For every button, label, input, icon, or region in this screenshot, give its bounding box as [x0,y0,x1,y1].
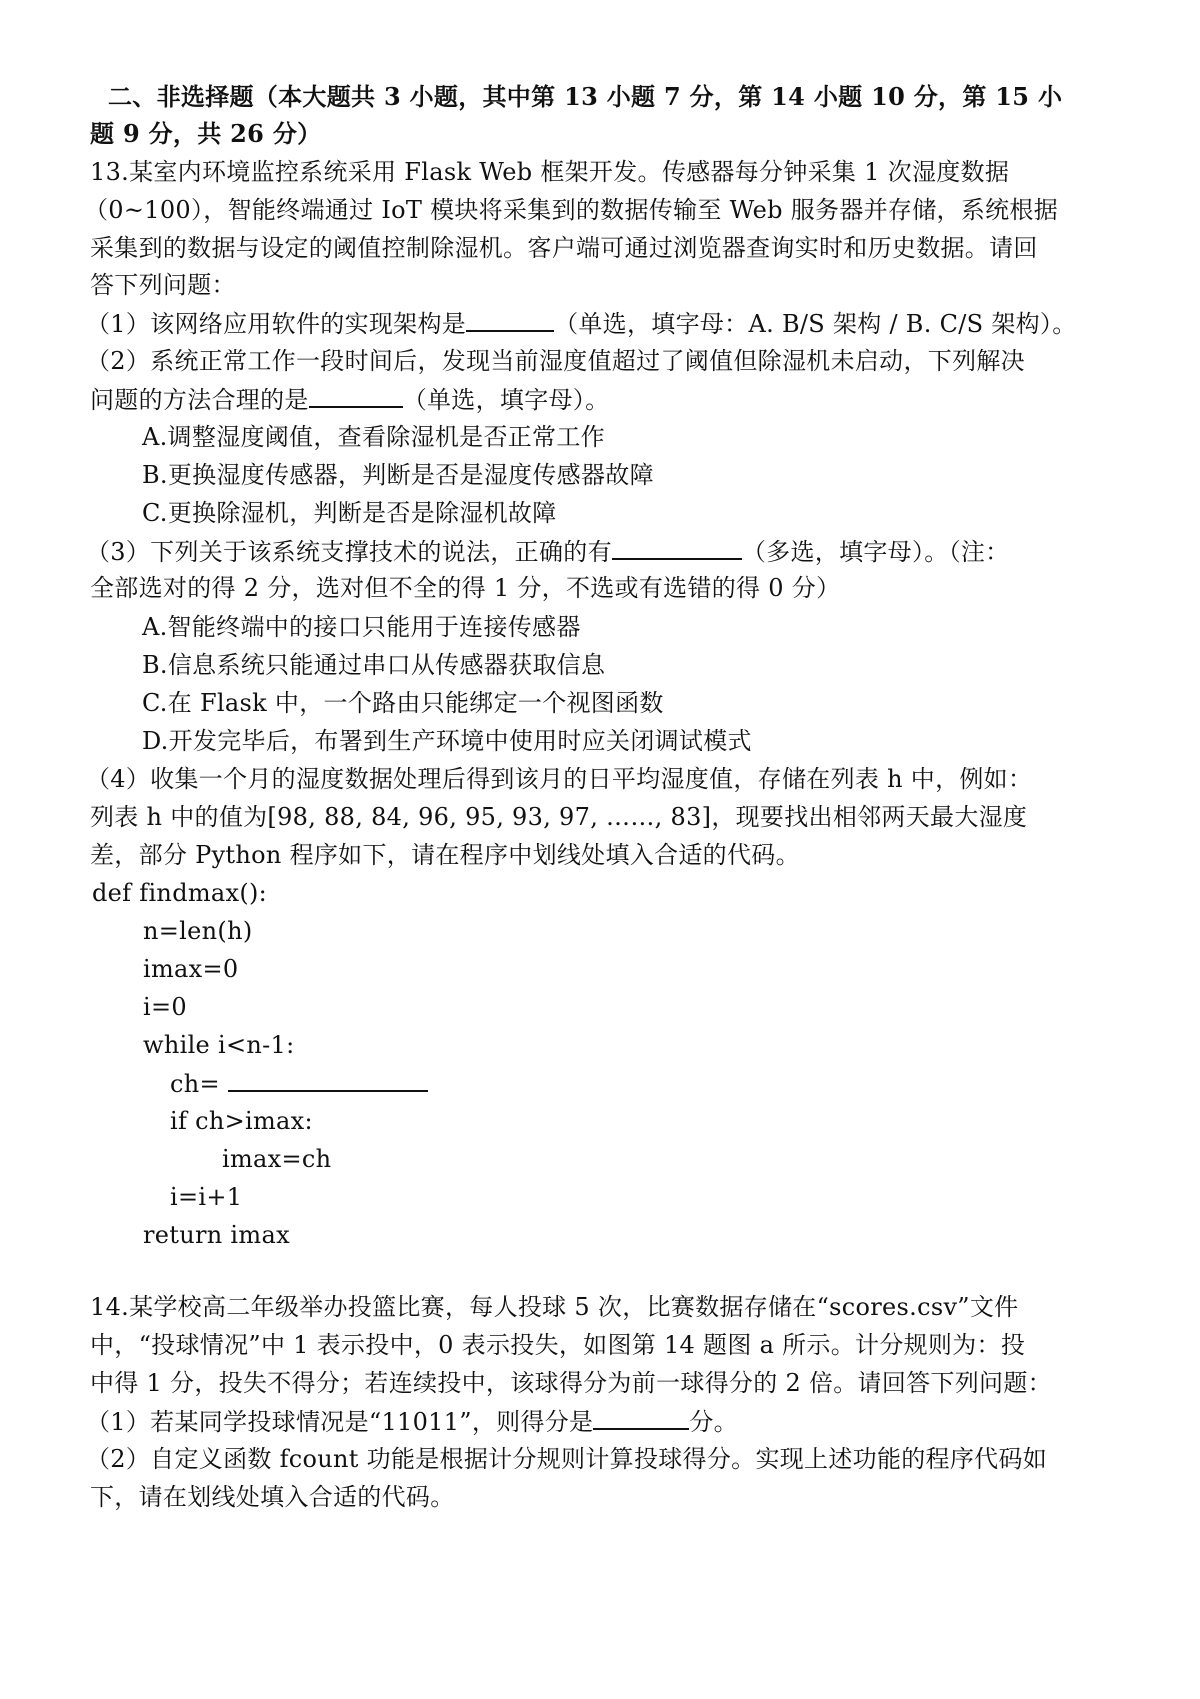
code-line-imax-assign: imax=ch [222,1145,332,1173]
code-line-ch [170,1068,428,1099]
q13-intro-line2: （0~100），智能终端通过 IoT 模块将采集到的数据传输至 Web 服务器并存储，系统根据 [84,196,1059,224]
code-line-i-init: i=0 [143,993,187,1021]
answer-blank[interactable] [466,308,554,332]
q14-part2-line1: （2）自定义函数 fcount 功能是根据计分规则计算投球得分。实现上述功能的程序代码如 [86,1445,1048,1473]
q13-part1-text: （1）该网络应用软件的实现架构是 [86,310,467,338]
code-answer-blank[interactable] [228,1068,428,1092]
q13-part2-option-a: A.调整湿度阈值，查看除湿机是否正常工作 [142,423,605,451]
q13-part3-line1 [86,536,1009,567]
code-line-len: n=len(h) [143,917,253,945]
q13-intro-line1: 13.某室内环境监控系统采用 Flask Web 框架开发。传感器每分钟采集 1 次湿度数据 [90,158,1010,186]
q13-part3-line2: 全部选对的得 2 分，选对但不全的得 1 分，不选或有选错的得 0 分） [90,574,841,602]
q14-part1-text-after: 分。 [689,1408,738,1436]
code-line-def: def findmax(): [92,879,268,907]
q13-part2-option-b: B.更换湿度传感器，判断是否是湿度传感器故障 [142,461,654,489]
code-line-imax-init: imax=0 [143,955,239,983]
q13-part2-option-c: C.更换除湿机，判断是否是除湿机故障 [142,499,557,527]
q14-intro-line1: 14.某学校高二年级举办投篮比赛，每人投球 5 次，比赛数据存储在“scores.csv”文件 [90,1293,1019,1321]
answer-blank[interactable] [309,384,403,408]
q13-part3-option-c: C.在 Flask 中，一个路由只能绑定一个视图函数 [142,689,664,717]
q13-part2-text: 问题的方法合理的是 [90,386,309,414]
code-line-while: while i<n-1: [143,1031,295,1059]
q13-part3-option-a: A.智能终端中的接口只能用于连接传感器 [142,613,581,641]
q13-intro-line4: 答下列问题： [90,271,236,299]
q13-part4-line2: 列表 h 中的值为[98, 88, 84, 96, 95, 93, 97, ……, 83]，现要找出相邻两天最大湿度 [90,803,1028,831]
q13-intro-line3: 采集到的数据与设定的阈值控制除湿机。客户端可通过浏览器查询实时和历史数据。请回 [90,234,1038,262]
q14-intro-line3: 中得 1 分，投失不得分；若连续投中，该球得分为前一球得分的 2 倍。请回答下列问题： [90,1369,1052,1397]
answer-blank[interactable] [612,536,742,560]
q13-part4-line1: （4）收集一个月的湿度数据处理后得到该月的日平均湿度值，存储在列表 h 中，例如： [86,765,1033,793]
q14-intro-line2: 中，“投球情况”中 1 表示投中，0 表示投失，如图第 14 题图 a 所示。计分规则为：投 [90,1331,1026,1359]
section-heading-line2: 题 9 分，共 26 分） [90,119,322,148]
code-line-i-inc: i=i+1 [170,1183,243,1211]
q13-part2-text-after: （单选，填字母）。 [402,386,610,414]
q13-part1-text-after: （单选，填字母：A. B/S 架构 / B. C/S 架构）。 [554,310,1077,338]
q13-part3-text-after: （多选，填字母）。（注： [741,538,1010,566]
q14-part1-text: （1）若某同学投球情况是“11011”，则得分是 [86,1408,594,1436]
q14-part2-line2: 下，请在划线处填入合适的代码。 [90,1483,455,1511]
q13-part4-line3: 差，部分 Python 程序如下，请在程序中划线处填入合适的代码。 [90,841,800,869]
q13-part3-option-b: B.信息系统只能通过串口从传感器获取信息 [142,651,606,679]
answer-blank[interactable] [593,1406,689,1430]
section-heading-line1: 二、非选择题（本大题共 3 小题，其中第 13 小题 7 分，第 14 小题 10 分，第 15 小 [108,82,1063,111]
q13-part2-line2 [90,384,609,415]
q13-part3-option-d: D.开发完毕后，布署到生产环境中使用时应关闭调试模式 [142,727,752,755]
q13-part3-text: （3）下列关于该系统支撑技术的说法，正确的有 [86,538,612,566]
code-ch-text: ch= [170,1070,220,1098]
code-line-return: return imax [143,1221,290,1249]
q13-part1 [86,308,1077,339]
q14-part1 [86,1406,738,1437]
code-line-if: if ch>imax: [170,1107,313,1135]
q13-part2-line1: （2）系统正常工作一段时间后，发现当前湿度值超过了阈值但除湿机未启动，下列解决 [86,347,1025,375]
